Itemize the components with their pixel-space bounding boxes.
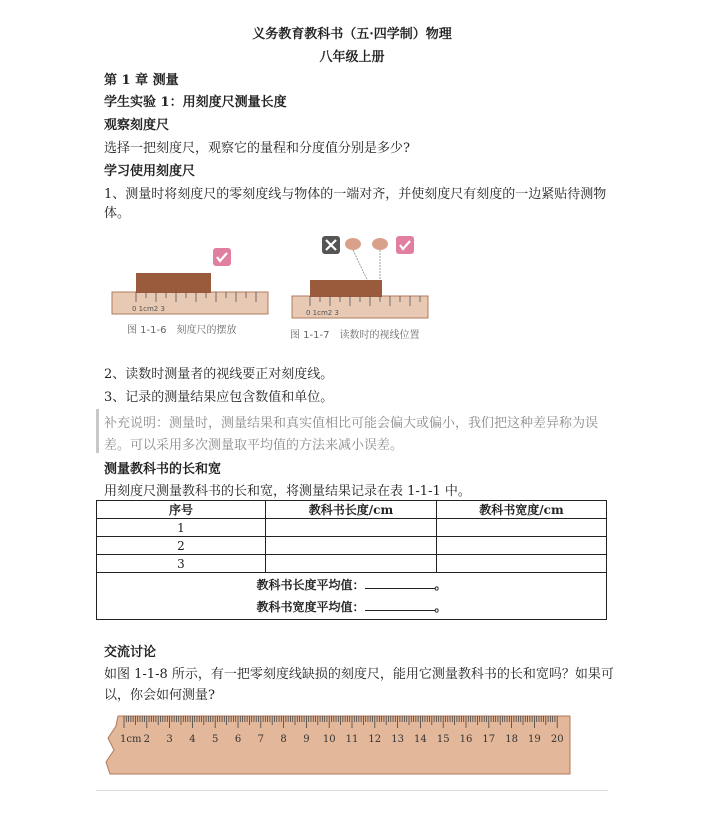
ruler-small-label-2: 0 1cm2 3 <box>306 309 339 317</box>
ruler-number: 8 <box>280 734 287 745</box>
eye-icon-2 <box>372 238 388 250</box>
table-cell <box>437 537 607 555</box>
ruler-number: 1cm <box>120 734 142 745</box>
table-header-cell: 序号 <box>97 501 266 519</box>
table-cell: 2 <box>97 537 266 555</box>
table-row <box>97 537 607 555</box>
table-cell: 1 <box>97 519 266 537</box>
learn-item-1-line-1: 1、测量时将刻度尺的零刻度线与物体的一端对齐，并使刻度尺有刻度的一边紧贴待测物 <box>104 187 607 202</box>
table-average-cell <box>97 573 607 620</box>
ruler-placement-figure <box>110 240 270 320</box>
ruler-number: 4 <box>189 734 196 745</box>
ruler-number: 20 <box>550 734 564 745</box>
figure-caption-2: 图 1-1-7 读数时的视线位置 <box>290 330 420 341</box>
average-width-period: 。 <box>434 600 447 614</box>
average-length-period: 。 <box>434 578 447 592</box>
experiment-heading: 学生实验 1：用刻度尺测量长度 <box>104 95 287 110</box>
average-length-label: 教科书长度平均值： <box>256 578 365 592</box>
learn-item-3: 3、记录的测量结果应包含数值和单位。 <box>104 390 334 405</box>
table-header-cell: 教科书宽度/cm <box>437 501 607 519</box>
ruler-number: 11 <box>345 734 359 745</box>
observe-text: 选择一把刻度尺，观察它的量程和分度值分别是多少? <box>104 141 410 156</box>
ruler-number: 18 <box>505 734 518 745</box>
average-width-label: 教科书宽度平均值： <box>256 600 365 614</box>
table-cell <box>266 537 437 555</box>
average-length-blank <box>365 576 435 589</box>
ruler-number: 10 <box>322 734 336 745</box>
record-table <box>96 500 607 620</box>
ruler-number: 14 <box>414 734 427 745</box>
check-icon <box>396 236 414 254</box>
ruler-number: 12 <box>368 734 382 745</box>
reading-sightline-figure <box>290 230 430 325</box>
chapter-heading: 第 1 章 测量 <box>104 73 179 88</box>
table-row <box>97 519 607 537</box>
ruler-number: 7 <box>257 734 264 745</box>
note-line-2: 差。可以采用多次测量取平均值的方法来减小误差。 <box>104 438 404 453</box>
broken-ruler-figure <box>104 712 574 778</box>
ruler-number: 5 <box>212 734 219 745</box>
note-line-1: 补充说明：测量时，测量结果和真实值相比可能会偏大或偏小，我们把这种差异称为误 <box>104 416 599 431</box>
table-header-row <box>97 501 607 519</box>
table-header-cell: 教科书长度/cm <box>266 501 437 519</box>
average-length-line <box>97 574 606 596</box>
table-cell <box>437 519 607 537</box>
book-title: 义务教育教科书（五·四学制）物理 <box>252 27 452 42</box>
learn-item-2: 2、读数时测量者的视线要正对刻度线。 <box>104 367 334 382</box>
table-cell <box>266 555 437 573</box>
ruler-number: 2 <box>143 734 150 745</box>
note-bar <box>96 409 99 453</box>
average-width-blank <box>365 598 435 611</box>
ruler-number: 16 <box>459 734 473 745</box>
page-divider <box>96 790 608 791</box>
ruler-number: 17 <box>482 734 496 745</box>
discussion-heading: 交流讨论 <box>104 645 157 660</box>
ruler-number: 13 <box>391 734 404 745</box>
measure-heading: 测量教科书的长和宽 <box>104 462 222 477</box>
table-cell: 3 <box>97 555 266 573</box>
ruler-number: 3 <box>166 734 173 745</box>
check-icon <box>213 248 231 266</box>
learn-heading: 学习使用刻度尺 <box>104 164 196 179</box>
discussion-line-1: 如图 1-1-8 所示，有一把零刻度线缺损的刻度尺，能用它测量教科书的长和宽吗？如果可 <box>104 667 614 682</box>
discussion-line-2: 以，你会如何测量? <box>104 688 215 703</box>
observe-heading: 观察刻度尺 <box>104 118 170 133</box>
book-subtitle: 八年级上册 <box>319 50 385 65</box>
table-cell <box>437 555 607 573</box>
ruler-number: 19 <box>528 734 541 745</box>
learn-item-1-line-2: 体。 <box>104 206 131 221</box>
eye-icon-1 <box>345 238 361 250</box>
table-row <box>97 555 607 573</box>
table-cell <box>266 519 437 537</box>
measure-text: 用刻度尺测量教科书的长和宽，将测量结果记录在表 1-1-1 中。 <box>104 484 471 499</box>
figure-caption-1: 图 1-1-6 刻度尺的摆放 <box>127 325 237 336</box>
table-average-row <box>97 573 607 620</box>
ruler-number: 6 <box>234 734 242 745</box>
ruler-number: 9 <box>303 734 310 745</box>
ruler-small-label-1: 0 1cm2 3 <box>132 305 165 313</box>
ruler-number: 15 <box>436 734 450 745</box>
average-width-line <box>97 596 606 618</box>
